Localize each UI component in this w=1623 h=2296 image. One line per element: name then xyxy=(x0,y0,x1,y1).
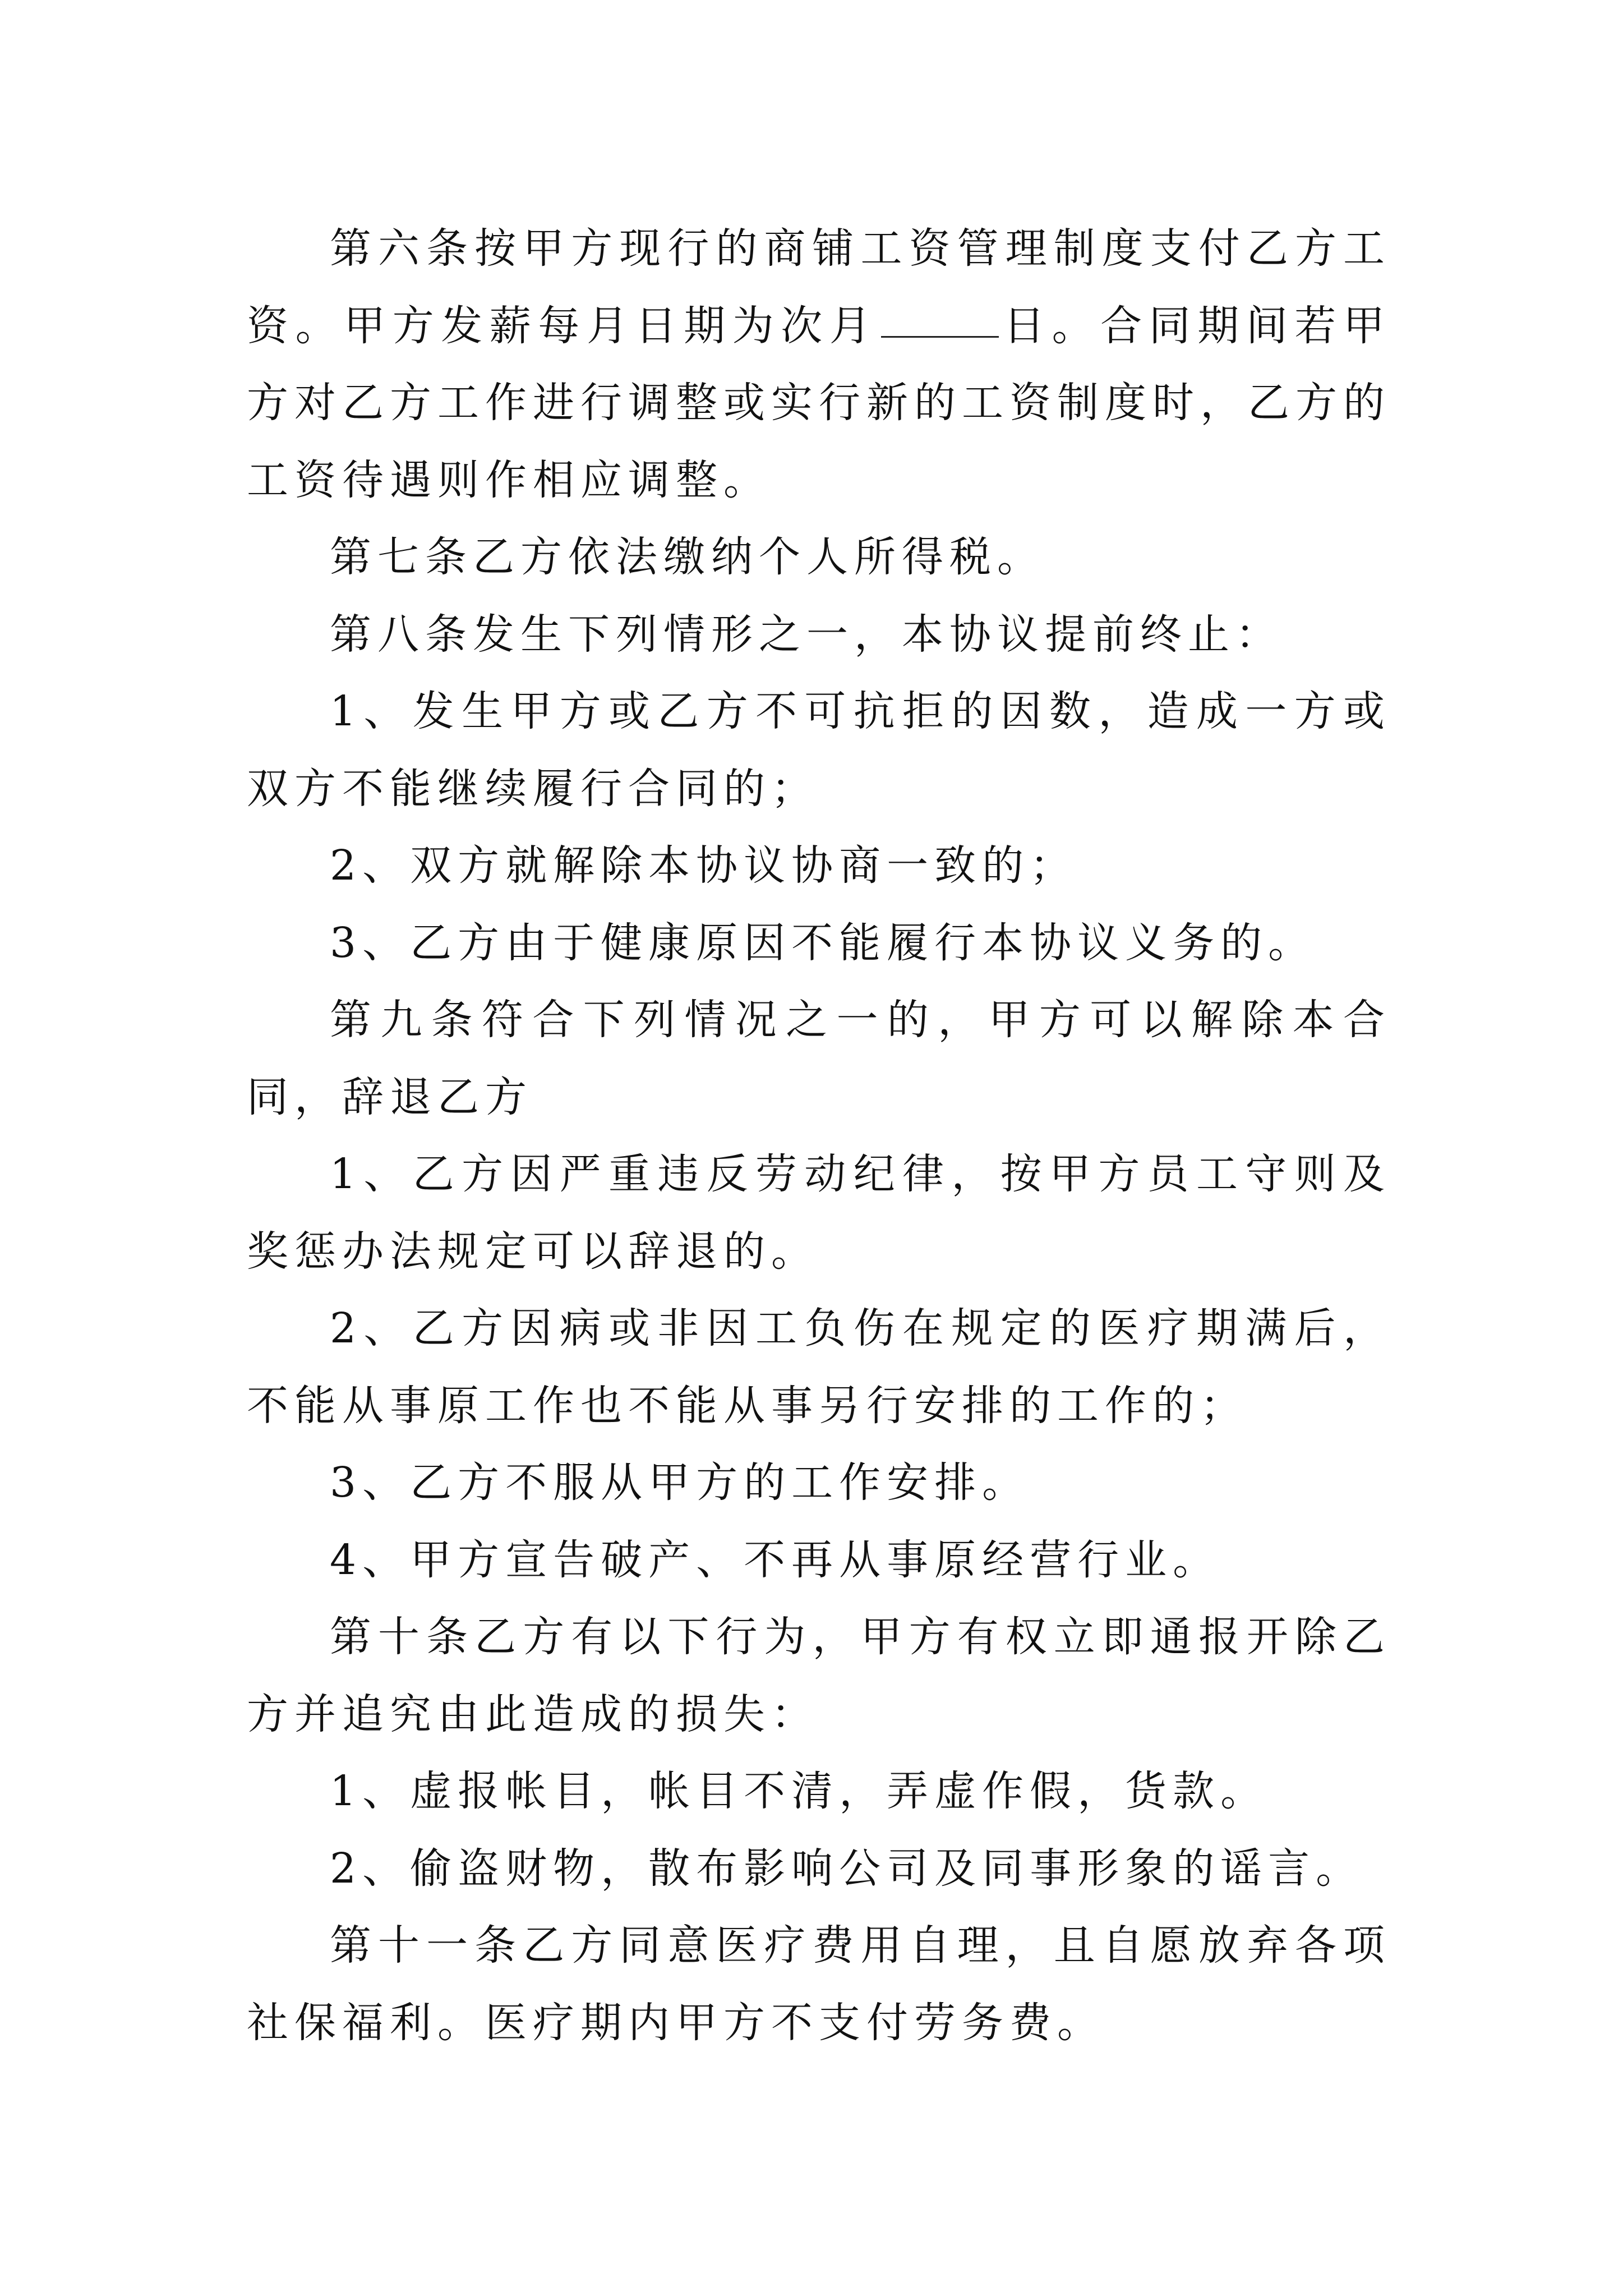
paragraph-article-10-item-1: 1、虚报帐目，帐目不清，弄虚作假，货款。 xyxy=(330,1767,1269,1815)
paragraph-article-9-item-3: 3、乙方不服从甲方的工作安排。 xyxy=(330,1458,1030,1507)
paragraph-article-10: 第十条乙方有以下行为，甲方有权立即通报开除乙方并追究由此造成的损失： xyxy=(247,1613,1391,1738)
paragraph-article-6 xyxy=(247,210,1391,519)
paragraph-article-9-item-2: 2、乙方因病或非因工负伤在规定的医疗期满后，不能从事原工作也不能从事另行安排的工作的； xyxy=(247,1304,1391,1430)
article-6-text-start: 第六条按甲方现行的商铺工资管理制度支付乙方工资。甲方发薪每月日期为次月 xyxy=(247,224,1391,350)
paragraph-article-9-item-4: 4、甲方宣告破产、不再从事原经营行业。 xyxy=(330,1535,1221,1584)
document-body xyxy=(247,210,1391,2062)
paragraph-article-10-item-2: 2、偷盗财物，散布影响公司及同事形象的谣言。 xyxy=(330,1844,1364,1893)
paragraph-article-11: 第十一条乙方同意医疗费用自理，且自愿放弃各项社保福利。医疗期内甲方不支付劳务费。 xyxy=(247,1921,1391,2047)
paragraph-article-7: 第七条乙方依法缴纳个人所得税。 xyxy=(330,533,1045,581)
paragraph-article-9-item-1: 1、乙方因严重违反劳动纪律，按甲方员工守则及奖惩办法规定可以辞退的。 xyxy=(247,1150,1391,1276)
paragraph-article-8-item-3: 3、乙方由于健康原因不能履行本协议义务的。 xyxy=(330,918,1316,967)
paragraph-article-9: 第九条符合下列情况之一的，甲方可以解除本合同，辞退乙方 xyxy=(247,996,1391,1121)
paragraph-article-8-item-2: 2、双方就解除本协议协商一致的； xyxy=(330,841,1078,890)
article-6-text-end: 日。合同期间若甲方对乙方工作进行调整或实行新的工资制度时，乙方的工资待遇则作相应调整。 xyxy=(247,301,1391,504)
payday-blank xyxy=(881,335,999,338)
paragraph-article-8-item-1: 1、发生甲方或乙方不可抗拒的因数，造成一方或双方不能继续履行合同的； xyxy=(247,687,1391,813)
paragraph-article-8: 第八条发生下列情形之一，本协议提前终止： xyxy=(330,610,1283,659)
